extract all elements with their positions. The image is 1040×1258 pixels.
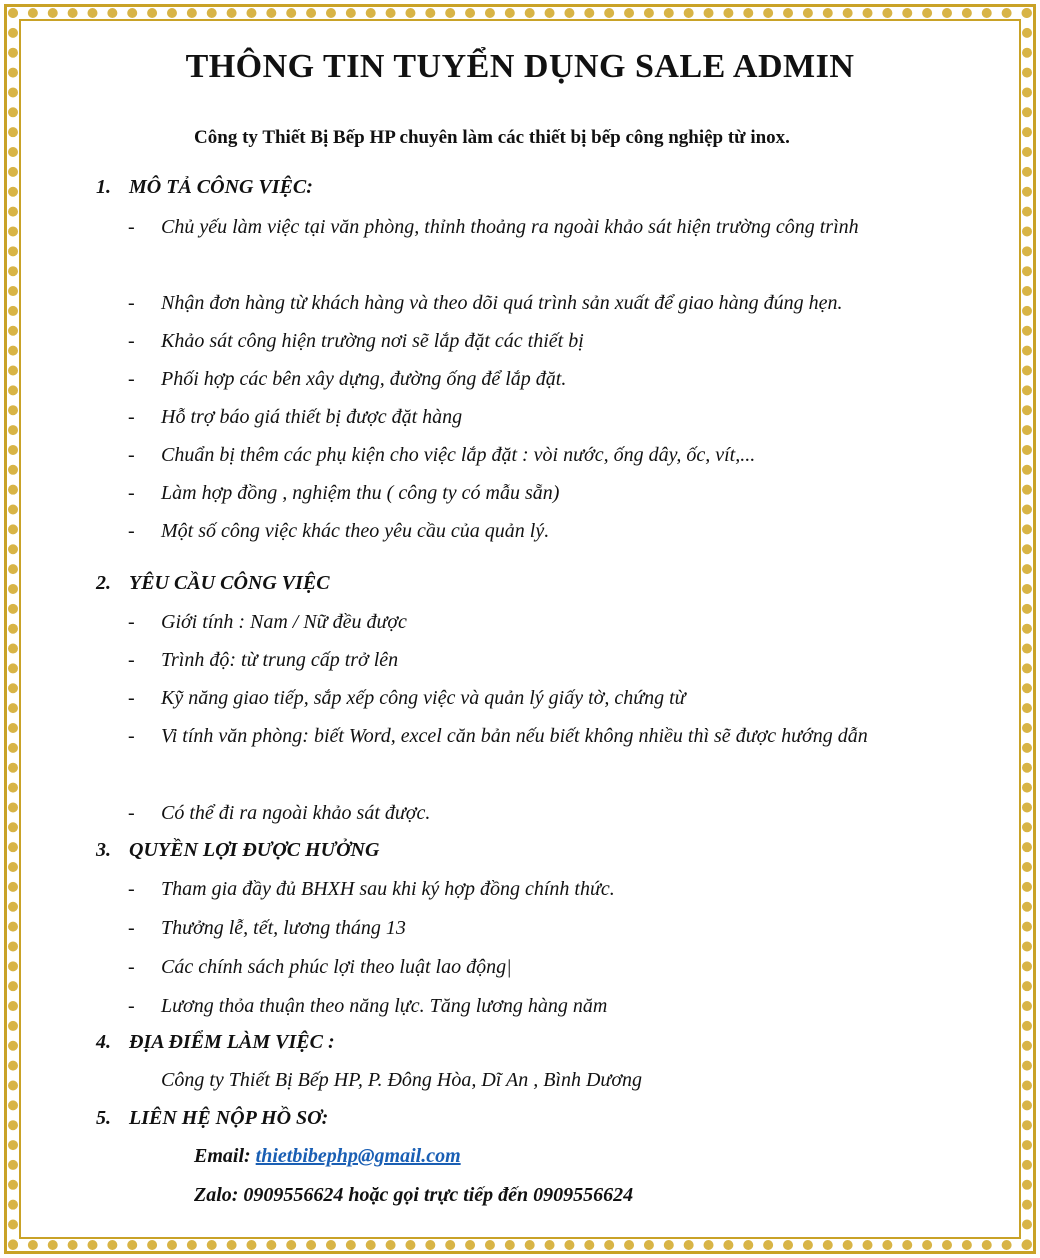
bullet-dash: - — [128, 802, 135, 824]
section-title: QUYỀN LỢI ĐƯỢC HƯỞNG — [129, 839, 380, 861]
bullet-dash: - — [128, 917, 135, 939]
list-item-text: Tham gia đầy đủ BHXH sau khi ký hợp đồng chính thức. — [161, 878, 615, 900]
list-item-text: Vi tính văn phòng: biết Word, excel căn bản nếu biết không nhiều thì sẽ được hướng dẫn — [161, 725, 868, 747]
list-item — [128, 360, 928, 398]
bullet-dash: - — [128, 725, 135, 747]
bullet-dash: - — [128, 482, 135, 504]
list-item — [128, 322, 928, 360]
section-heading-work-location — [96, 1031, 335, 1054]
section-number: 1. — [96, 176, 111, 198]
list-item — [128, 208, 928, 246]
list-item-text: Các chính sách phúc lợi theo luật lao động| — [161, 956, 512, 978]
list-item — [128, 870, 928, 908]
bullet-dash: - — [128, 995, 135, 1017]
bullet-dash: - — [128, 520, 135, 542]
list-item-text: Phối hợp các bên xây dựng, đường ống để lắp đặt. — [161, 368, 567, 390]
section-number: 5. — [96, 1107, 111, 1129]
bullet-dash: - — [128, 216, 135, 238]
bullet-dash: - — [128, 406, 135, 428]
section-number: 2. — [96, 572, 111, 594]
list-item-text: Trình độ: từ trung cấp trở lên — [161, 649, 399, 671]
bullet-dash: - — [128, 611, 135, 633]
list-item-text: Khảo sát công hiện trường nơi sẽ lắp đặt các thiết bị — [161, 330, 584, 352]
list-item-text: Kỹ năng giao tiếp, sắp xếp công việc và quản lý giấy tờ, chứng từ — [161, 687, 686, 709]
list-item — [128, 794, 928, 832]
list-item-text: Thưởng lễ, tết, lương tháng 13 — [161, 917, 406, 939]
list-item-text: Một số công việc khác theo yêu cầu của quản lý. — [161, 520, 550, 542]
list-item — [128, 603, 928, 641]
company-intro: Công ty Thiết Bị Bếp HP chuyên làm các thiết bị bếp công nghiệp từ inox. — [194, 127, 790, 148]
section-title: YÊU CẦU CÔNG VIỆC — [129, 572, 330, 594]
list-item — [128, 436, 928, 474]
bullet-dash: - — [128, 368, 135, 390]
work-address: Công ty Thiết Bị Bếp HP, P. Đông Hòa, Dĩ An , Bình Dương — [161, 1069, 643, 1091]
email-label: Email: — [194, 1145, 251, 1167]
list-item-text: Giới tính : Nam / Nữ đều được — [161, 611, 407, 633]
section-number: 3. — [96, 839, 111, 861]
list-item — [128, 641, 928, 679]
contact-zalo: Zalo: 0909556624 hoặc gọi trực tiếp đến 0909556624 — [194, 1184, 634, 1206]
bullet-dash: - — [128, 649, 135, 671]
list-item-text: Nhận đơn hàng từ khách hàng và theo dõi quá trình sản xuất để giao hàng đúng hẹn. — [161, 292, 843, 314]
section-title: ĐỊA ĐIỂM LÀM VIỆC : — [129, 1031, 335, 1053]
bullet-dash: - — [128, 878, 135, 900]
section-heading-job-requirements — [96, 572, 330, 595]
list-item — [128, 398, 928, 436]
list-item-text: Hỗ trợ báo giá thiết bị được đặt hàng — [161, 406, 463, 428]
section-heading-job-description — [96, 176, 313, 199]
list-item-text: Có thể đi ra ngoài khảo sát được. — [161, 802, 431, 824]
list-item — [128, 909, 928, 947]
section-title: LIÊN HỆ NỘP HỒ SƠ: — [129, 1107, 329, 1129]
list-item-text: Lương thỏa thuận theo năng lực. Tăng lương hàng năm — [161, 995, 608, 1017]
list-item — [128, 679, 928, 717]
bullet-dash: - — [128, 956, 135, 978]
section-number: 4. — [96, 1031, 111, 1053]
list-item — [128, 284, 928, 322]
contact-email — [194, 1145, 461, 1168]
bullet-dash: - — [128, 330, 135, 352]
list-item — [128, 948, 928, 986]
bullet-dash: - — [128, 444, 135, 466]
section-heading-benefits — [96, 839, 379, 862]
section-title: MÔ TẢ CÔNG VIỆC: — [129, 176, 313, 198]
list-item-text: Chuẩn bị thêm các phụ kiện cho việc lắp đặt : vòi nước, ống dây, ốc, vít,... — [161, 444, 756, 466]
page-title: THÔNG TIN TUYỂN DỤNG SALE ADMIN — [185, 48, 855, 85]
list-item — [128, 717, 928, 755]
email-link[interactable]: thietbibephp@gmail.com — [255, 1145, 461, 1167]
list-item — [128, 512, 928, 550]
list-item-text: Chủ yếu làm việc tại văn phòng, thỉnh thoảng ra ngoài khảo sát hiện trường công trình — [161, 216, 859, 238]
list-item — [128, 987, 928, 1025]
bullet-dash: - — [128, 292, 135, 314]
section-heading-contact — [96, 1107, 328, 1130]
bullet-dash: - — [128, 687, 135, 709]
list-item-text: Làm hợp đồng , nghiệm thu ( công ty có mẫu sẵn) — [161, 482, 560, 504]
list-item — [128, 474, 928, 512]
